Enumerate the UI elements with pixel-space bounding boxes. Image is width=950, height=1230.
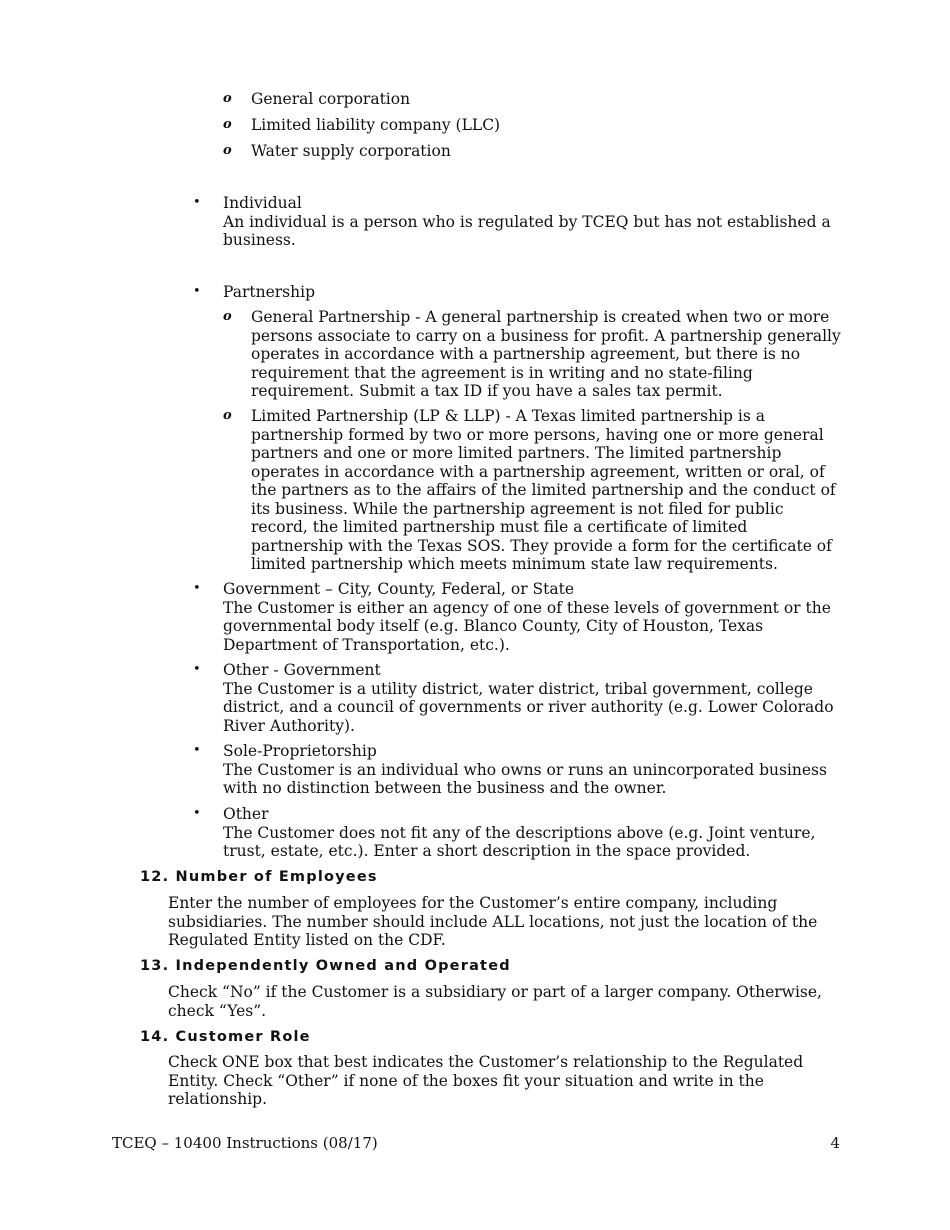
list-item-title: Other [223,805,269,823]
bullet-icon: • [193,662,201,677]
bullet-icon: • [193,195,201,210]
section-heading-number-of-employees: 12. Number of Employees [140,869,378,885]
circle-bullet-icon: o [223,117,232,132]
list-item-description: The Customer is an individual who owns or runs an unincorporated business with no distinction between the business and the owner. [223,760,827,797]
circle-bullet-icon: o [223,408,232,423]
circle-bullet-icon: o [223,309,232,324]
page-number: 4 [830,1134,840,1152]
bullet-icon: • [193,284,201,299]
bullet-icon: • [193,743,201,758]
list-item-description: The Customer is either an agency of one of these levels of government or the governmental body itself (e.g. Blanco County, City of Houston, Texas Department of Transportation, etc.). [223,598,831,654]
circle-bullet-icon: o [223,91,232,106]
list-item-description: An individual is a person who is regulated by TCEQ but has not established a business. [223,212,831,249]
footer-form-id: TCEQ – 10400 Instructions (08/17) [112,1134,378,1152]
section-heading-independently-owned: 13. Independently Owned and Operated [140,958,511,974]
list-item-title: Partnership [223,283,315,301]
bullet-icon: • [193,581,201,596]
list-item-text: Limited Partnership (LP & LLP) - A Texas limited partnership is a partnership formed by two or more persons, having one or more general partners and one or more limited partners. The limited partnership operates in accordance with a partnership agreement, written or oral, of the partners as to the affairs of the limited partnership and the conduct of its business. While the partnership agreement is not filed for public record, the limited partnership must file a certificate of limited partnership with the Texas SOS. They provide a form for the certificate of limited partnership which meets minimum state law requirements. [251,407,836,573]
list-item-text: Water supply corporation [251,142,451,160]
list-item-title: Other - Government [223,661,381,679]
section-text-customer-role: Check ONE box that best indicates the Customer’s relationship to the Regulated Entity. Check “Other” if none of the boxes fit your situation and write in the relationship. [168,1053,804,1108]
list-item-title: Government – City, County, Federal, or State [223,580,575,598]
bullet-icon: • [193,806,201,821]
section-text-independently-owned: Check “No” if the Customer is a subsidiary or part of a larger company. Otherwise, check “Yes”. [168,983,822,1020]
circle-bullet-icon: o [223,143,232,158]
list-item-description: The Customer is a utility district, water district, tribal government, college district, and a council of governments or river authority (e.g. Lower Colorado River Authority). [223,679,834,735]
list-item-text: Limited liability company (LLC) [251,116,501,134]
list-item-title: Individual [223,194,302,212]
list-item-text: General corporation [251,90,411,108]
list-item-text: General Partnership - A general partnership is created when two or more persons associate to carry on a business for profit. A partnership generally operates in accordance with a partnership agreement, but there is no requirement that the agreement is in writing and no state-filing requirement. Submit a tax ID if you have a sales tax permit. [251,308,841,400]
section-text-number-of-employees: Enter the number of employees for the Customer’s entire company, including subsidiaries. The number should include ALL locations, not just the location of the Regulated Entity listed on the CDF. [168,894,818,949]
section-heading-customer-role: 14. Customer Role [140,1029,311,1045]
list-item-description: The Customer does not fit any of the descriptions above (e.g. Joint venture, trust, estate, etc.). Enter a short description in the space provided. [223,823,816,860]
list-item-title: Sole-Proprietorship [223,742,377,760]
